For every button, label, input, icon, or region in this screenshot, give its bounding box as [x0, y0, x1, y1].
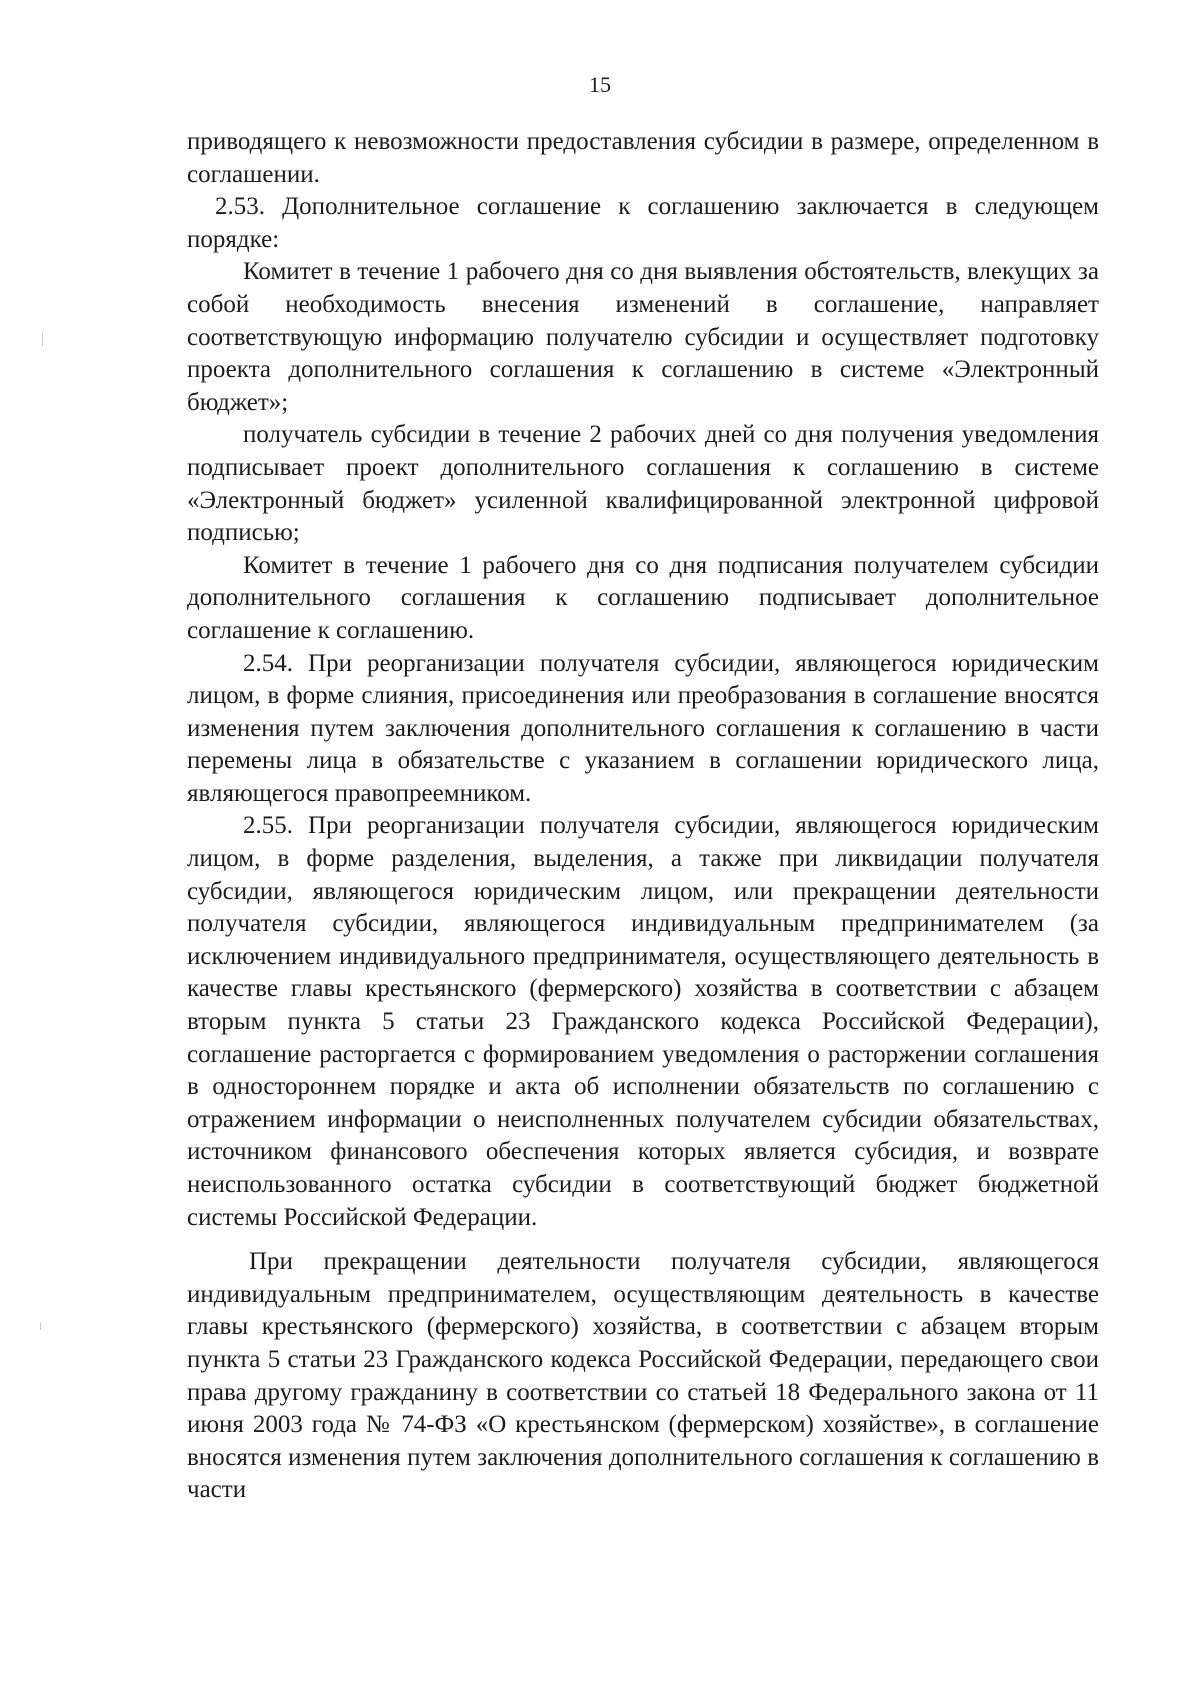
scan-artifact: [42, 332, 43, 346]
scan-artifact: [40, 1322, 41, 1330]
paragraph-committee-notice: Комитет в течение 1 рабочего дня со дня выявления обстоятельств, влекущих за собой необходимость внесения изменений в соглашение, направляет соответствующую информацию получателю субсидии и осуществляет подготовку проекта дополнительного соглашения к соглашению в системе «Электронный бюджет»;: [187, 258, 1099, 416]
paragraph-2-55: 2.55. При реорганизации получателя субсидии, являющегося юридическим лицом, в форме разделения, выделения, а также при ликвидации получателя субсидии, являющегося юридическим лицом, или прекращении деятельности получателя субсидии, являющегося индивидуальным предпринимателем (за исключением индивидуального предпринимателя, осуществляющего деятельность в качестве главы крестьянского (фермерского) хозяйства в соответствии с абзацем вторым пункта 5 статьи 23 Гражданского кодекса Российской Федерации), соглашение расторгается с формированием уведомления о расторжении соглашения в одностороннем порядке и акта об исполнении обязательств по соглашению с отражением информации о неисполненных получателем субсидии обязательствах, источником финансового обеспечения которых является субсидия, и возврате неиспользованного остатка субсидии в соответствующий бюджет бюджетной системы Российской Федерации.: [187, 812, 1099, 1231]
paragraph-2-54: 2.54. При реорганизации получателя субсидии, являющегося юридическим лицом, в форме слияния, присоединения или преобразования в соглашение вносятся изменения путем заключения дополнительного соглашения к соглашению в части перемены лица в обязательстве с указанием в соглашении юридического лица, являющегося правопреемником.: [187, 649, 1099, 807]
paragraph-committee-signs: Комитет в течение 1 рабочего дня со дня подписания получателем субсидии дополнительного соглашения к соглашению подписывает дополнительное соглашение к соглашению.: [187, 551, 1099, 644]
paragraph-farm-termination: При прекращении деятельности получателя субсидии, являющегося индивидуальным предпринимателем, осуществляющим деятельность в качестве главы крестьянского (фермерского) хозяйства, в соответствии с абзацем вторым пункта 5 статьи 23 Гражданского кодекса Российской Федерации, передающего свои права другому гражданину в соответствии со статьей 18 Федерального закона от 11 июня 2003 года № 74-ФЗ «О крестьянском (фермерском) хозяйстве», в соглашение вносятся изменения путем заключения дополнительного соглашения к соглашению в части: [187, 1248, 1099, 1504]
document-body: [187, 126, 1099, 1507]
page-number: 15: [589, 72, 611, 97]
paragraph-2-53: 2.53. Дополнительное соглашение к соглашению заключается в следующем порядке:: [187, 193, 1099, 253]
paragraph-continuation: приводящего к невозможности предоставления субсидии в размере, определенном в соглашении.: [187, 128, 1099, 188]
paragraph-recipient-signs: получатель субсидии в течение 2 рабочих дней со дня получения уведомления подписывает проект дополнительного соглашения к соглашению в системе «Электронный бюджет» усиленной квалифицированной электронной цифровой подписью;: [187, 421, 1099, 547]
